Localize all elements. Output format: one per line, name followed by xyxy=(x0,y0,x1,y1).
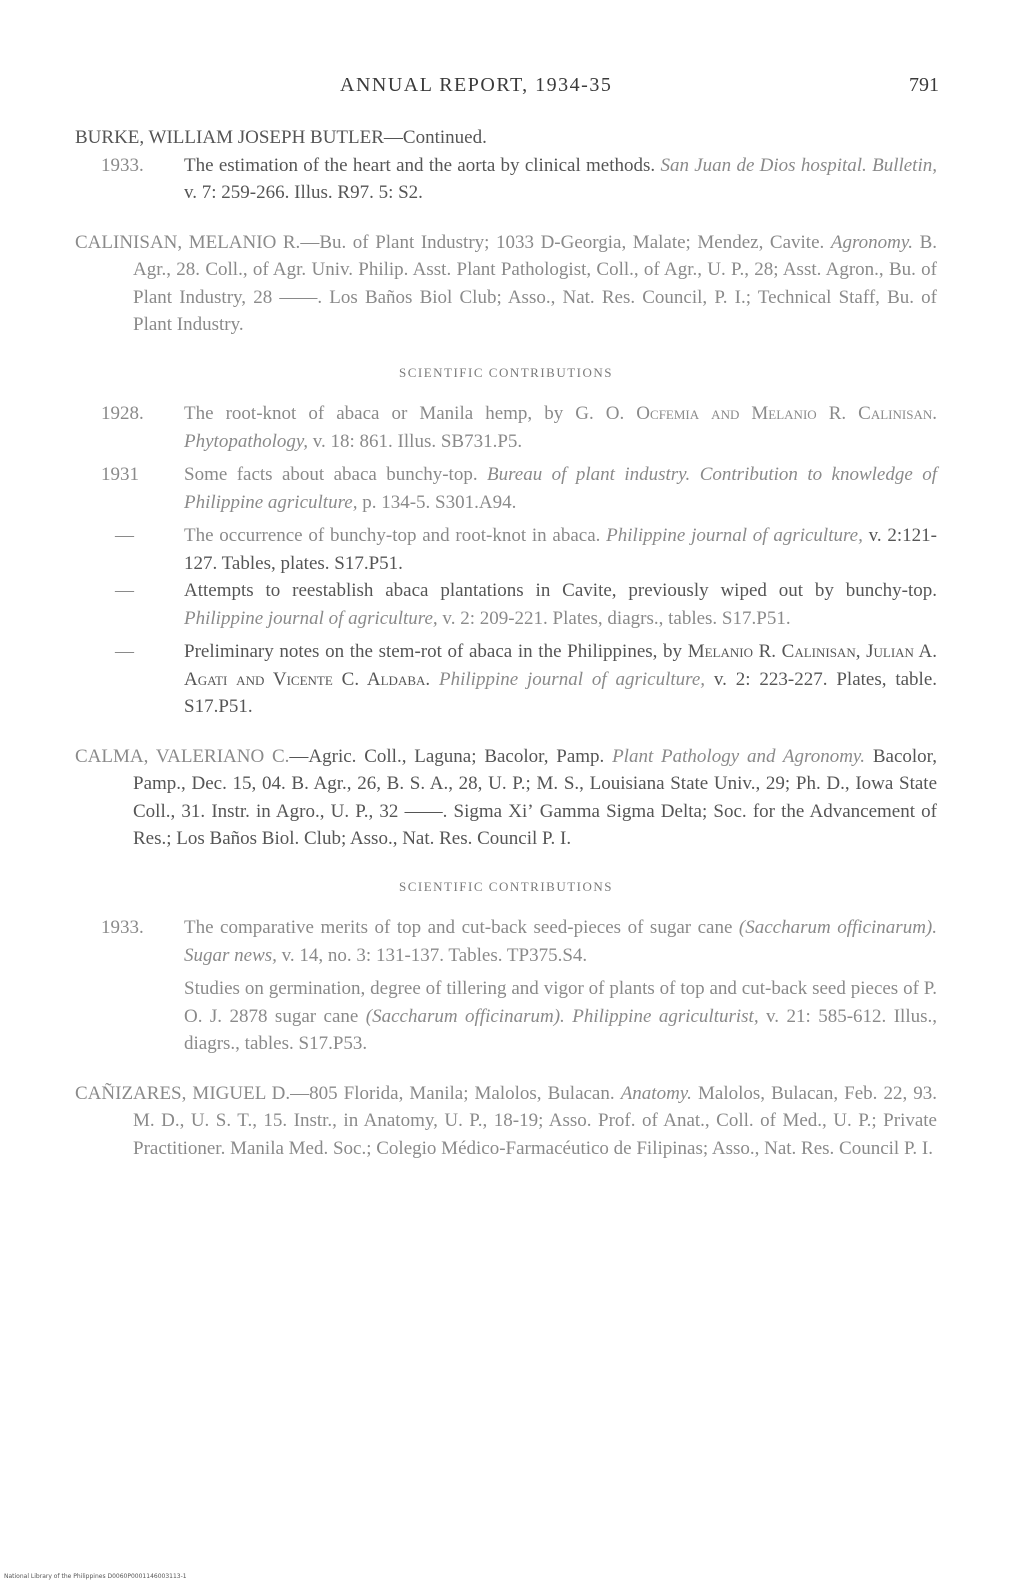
contribution-year: 1931 xyxy=(101,464,139,485)
burke-contribution xyxy=(75,152,937,207)
contribution-title: The comparative merits of top and cut-back seed-pieces of sugar cane xyxy=(184,917,739,938)
contribution-journal: Phytopathology, xyxy=(184,430,309,452)
biography-details: —Bu. of Plant Industry; 1033 D-Georgia, Malate; Mendez, Cavite. xyxy=(300,231,831,253)
contribution-citation: v. 2:121-127. Tables, plates. S17.P51. xyxy=(184,525,937,574)
biography-details: —Agric. Coll., Laguna; Bacolor, Pamp. xyxy=(289,745,613,767)
contribution-title: Some facts about abaca bunchy-top. xyxy=(184,464,487,485)
contribution-entry xyxy=(75,461,937,516)
contribution-title: Preliminary notes on the stem-rot of abaca in the Philippines, by xyxy=(184,641,688,662)
contribution-year: 1928. xyxy=(101,403,144,424)
biography-details: —805 Florida, Manila; Malolos, Bulacan. xyxy=(290,1082,621,1104)
contribution-entry xyxy=(75,638,937,721)
contribution-citation: v. 18: 861. Illus. SB731.P5. xyxy=(308,430,523,452)
running-header xyxy=(0,74,1013,104)
contribution-entry xyxy=(75,975,937,1058)
contribution-citation: v. 14, no. 3: 131-137. Tables. TP375.S4. xyxy=(276,944,588,966)
biography-name: CALMA, VALERIANO C. xyxy=(75,745,290,767)
contribution-latin-name: (Saccharum officinarum). xyxy=(738,917,937,938)
contribution-journal: San Juan de Dios hospital. Bulletin, xyxy=(660,154,937,176)
contribution-citation: v. 21: 585-612. Illus., diagrs., tables. S17.P53. xyxy=(184,1005,937,1054)
contribution-entry xyxy=(75,400,937,455)
contribution-journal: Bureau of plant industry. Contribution to knowledge of Philippine agriculture, xyxy=(184,464,937,513)
contribution-latin-name: (Saccharum officinarum). xyxy=(365,1005,565,1027)
biography-details: Bacolor, Pamp., Dec. 15, 04. B. Agr., 26, B. S. A., 28, U. P.; M. S., Louisiana State Univ., 29; Ph. D., Iowa State Coll., 31. Instr. in Agro., U. P., 32 ——. Sigma Xiʼ Gamma Sigma Delta; Soc. for the Advancement of Res.; Los Baños Biol. Club; Asso., Nat. Res. Council P. I. xyxy=(133,745,937,849)
contribution-authors: Melanio R. Calinisan, Julian A. Agati and Vicente C. Aldaba. xyxy=(184,641,937,690)
contribution-journal: Philippine agriculturist, xyxy=(564,1005,759,1027)
contribution-title: The estimation of the heart and the aorta by clinical methods. xyxy=(184,154,656,176)
contribution-entry xyxy=(75,914,937,969)
header-title: ANNUAL REPORT, 1934-35 xyxy=(340,74,613,96)
contribution-title: Studies on germination, degree of tillering and vigor of plants of top and cut-back seed pieces of P. O. J. 2878 sugar cane xyxy=(184,978,937,1027)
biography-field: Anatomy. xyxy=(620,1082,692,1104)
contribution-entry xyxy=(75,522,937,577)
contribution-title: Attempts to reestablish abaca plantations in Cavite, previously wiped out by bunchy-top. xyxy=(184,580,937,601)
contribution-title: The root-knot of abaca or Manila hemp, by G. O. xyxy=(184,403,637,424)
ditto-dash: — xyxy=(115,525,134,546)
ditto-dash: — xyxy=(115,641,134,662)
contribution-journal: Philippine journal of agriculture, xyxy=(606,525,863,546)
biography-name: CALINISAN, MELANIO R. xyxy=(75,231,301,253)
contribution-journal: Philippine journal of agriculture, xyxy=(184,607,438,629)
contribution-citation: v. 2: 223-227. Plates, table. S17.P51. xyxy=(184,668,938,717)
contribution-authors: Ocfemia and Melanio R. Calinisan. xyxy=(636,403,937,424)
contribution-year: 1933. xyxy=(101,154,144,176)
contribution-journal: Sugar news, xyxy=(184,944,277,966)
biography-canizares xyxy=(75,1080,937,1163)
contribution-entry xyxy=(75,577,937,632)
biography-field: Plant Pathology and Agronomy. xyxy=(612,745,866,767)
contribution-citation: v. 2: 209-221. Plates, diagrs., tables. S17.P51. xyxy=(437,607,791,629)
biography-field: Agronomy. xyxy=(830,231,913,253)
ditto-dash: — xyxy=(115,580,134,601)
page-content xyxy=(75,124,937,1162)
biography-calma xyxy=(75,743,937,853)
contribution-year: 1933. xyxy=(101,917,144,938)
biography-details: Malolos, Bulacan, Feb. 22, 93. M. D., U. S. T., 15. Instr., in Anatomy, U. P., 18-19; Asso. Prof. of Anat., Coll. of Med., U. P.; Private Practitioner. Manila Med. Soc.; Colegio Médico-Farmacéutico de Filipinas; Asso., Nat. Res. Council P. I. xyxy=(133,1082,938,1159)
biography-calinisan xyxy=(75,229,937,339)
biography-details: B. Agr., 28. Coll., of Agr. Univ. Philip. Asst. Plant Pathologist, Coll., of Agr., U. P., 28; Asst. Agron., Bu. of Plant Industry, 28 ——. Los Baños Biol Club; Asso., Nat. Res. Council, P. I.; Technical Staff, Bu. of Plant Industry. xyxy=(133,231,937,335)
biography-name: CAÑIZARES, MIGUEL D. xyxy=(75,1082,291,1104)
contribution-citation: v. 7: 259-266. Illus. R97. 5: S2. xyxy=(184,182,423,203)
page-number: 791 xyxy=(909,74,939,96)
contribution-title: The occurrence of bunchy-top and root-knot in abaca. xyxy=(184,525,607,546)
section-heading: SCIENTIFIC CONTRIBUTIONS xyxy=(398,364,614,380)
burke-heading: BURKE, WILLIAM JOSEPH BUTLER—Continued. xyxy=(75,127,487,148)
section-heading: SCIENTIFIC CONTRIBUTIONS xyxy=(398,878,614,894)
contribution-citation: p. 134-5. S301.A94. xyxy=(357,491,517,513)
scan-footer: National Library of the Philippines D0060P0001146003113-1 xyxy=(4,1573,187,1580)
contribution-journal: Philippine journal of agriculture, xyxy=(430,668,706,690)
